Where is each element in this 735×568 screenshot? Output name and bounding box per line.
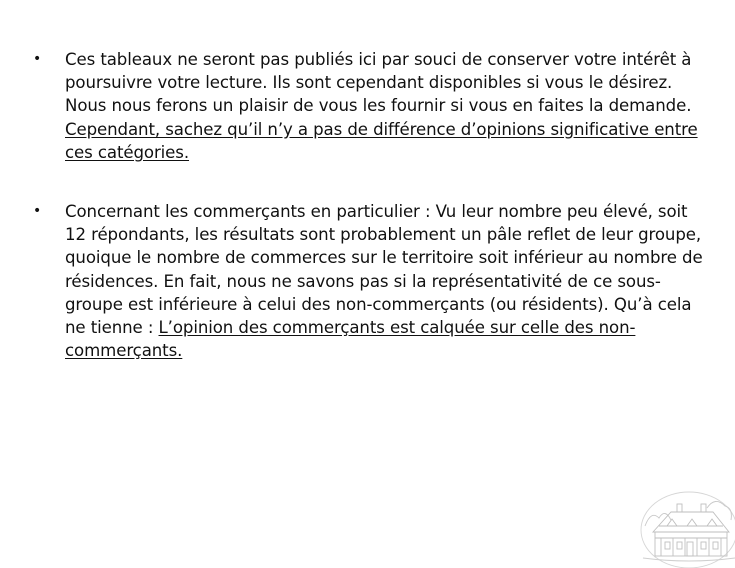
- bullet-text-intro: Ces tableaux ne seront pas publiés ici par souci de conserver votre intérêt à poursuivre votre lecture. Ils sont cependant disponibles si vous le désirez. Nous nous ferons un plaisir de vous les fournir si vous en faites la demande.: [65, 50, 692, 116]
- bullet-icon: •: [33, 203, 42, 220]
- bullet-text-intro: Concernant les commerçants en particulier : Vu leur nombre peu élevé, soit 12 répondants, les résultats sont probablement un pâle reflet de leur groupe, quoique le nombre de commerces sur le territoire soit inférieur au nombre de résidences. En fait, nous ne savons pas si la représentativité de ce sous-groupe est inférieure à celui des non-commerçants (ou résidents). Qu’à cela ne tienne :: [65, 202, 703, 338]
- bullet-item-2: [33, 200, 705, 362]
- bullet-item-1: [33, 48, 705, 164]
- bullet-icon: •: [33, 51, 42, 67]
- bullet-text-underlined: L’opinion des commerçants est calquée sur celle des non-commerçants.: [65, 318, 636, 361]
- bullet-list: [33, 48, 705, 362]
- house-sketch-icon: [637, 486, 735, 568]
- bullet-text-underlined: Cependant, sachez qu’il n’y a pas de différence d’opinions significative entre ces catégories.: [65, 119, 698, 162]
